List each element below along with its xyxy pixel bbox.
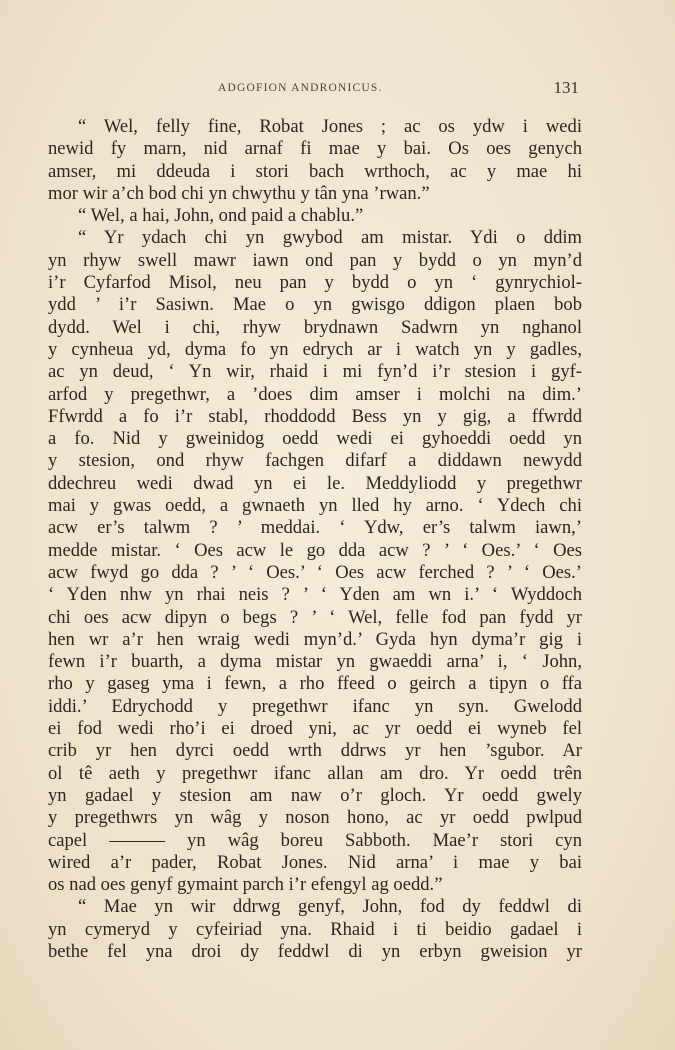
- text-line: medde mistar. ‘ Oes acw le go dda acw ? ’ ‘ Oes.’ ‘ Oes: [48, 539, 582, 561]
- text-line: yn rhyw swell mawr iawn ond pan y bydd o yn myn’d: [48, 249, 582, 271]
- body-text: [48, 116, 582, 963]
- text-line: bethe fel yna droi dy feddwl di yn erbyn gweision yr: [48, 940, 582, 962]
- text-line: “ Wel, a hai, John, ond paid a chablu.”: [78, 205, 364, 227]
- text-line: hen wr a’r hen wraig wedi myn’d.’ Gyda hyn dyma’r gig i: [48, 628, 582, 650]
- text-line: Ffwrdd a fo i’r stabl, rhoddodd Bess yn y gig, a ffwrdd: [48, 405, 582, 427]
- running-title: ADGOFION ANDRONICUS.: [218, 82, 383, 94]
- text-line: arfod y pregethwr, a ’does dim amser i molchi na dim.’: [48, 383, 582, 405]
- text-line: yn gadael y stesion am naw o’r gloch. Yr oedd gwely: [48, 784, 582, 806]
- text-line: amser, mi ddeuda i stori bach wrthoch, ac y mae hi: [48, 160, 582, 182]
- text-line: dydd. Wel i chi, rhyw brydnawn Sadwrn yn nghanol: [48, 316, 582, 338]
- page-number: 131: [553, 78, 579, 97]
- page-header: [48, 78, 579, 100]
- text-line: os nad oes genyf gymaint parch i’r efengyl ag oedd.”: [48, 874, 443, 896]
- text-line: chi oes acw dipyn o begs ? ’ ‘ Wel, felle fod pan fydd yr: [48, 606, 582, 628]
- text-line: acw er’s talwm ? ’ meddai. ‘ Ydw, er’s talwm iawn,’: [48, 517, 582, 539]
- text-line: “ Mae yn wir ddrwg genyf, John, fod dy feddwl di: [78, 896, 582, 918]
- text-line: “ Yr ydach chi yn gwybod am mistar. Ydi o ddim: [78, 227, 582, 249]
- text-line: ydd ’ i’r Sasiwn. Mae o yn gwisgo ddigon plaen bob: [48, 294, 582, 316]
- text-line: newid fy marn, nid arnaf fi mae y bai. Os oes genych: [48, 138, 582, 160]
- text-line: ac yn deud, ‘ Yn wir, rhaid i mi fyn’d i’r stesion i gyf-: [48, 361, 582, 383]
- text-line: acw fwyd go dda ? ’ ‘ Oes.’ ‘ Oes acw ferched ? ’ ‘ Oes.’: [48, 561, 582, 583]
- text-line: y pregethwrs yn wâg y noson hono, ac yr oedd pwlpud: [48, 807, 582, 829]
- text-line: i’r Cyfarfod Misol, neu pan y bydd o yn ‘ gynrychiol-: [48, 272, 582, 294]
- text-line: crib yr hen dyrci oedd wrth ddrws yr hen ’sgubor. Ar: [48, 740, 582, 762]
- text-line: a fo. Nid y gweinidog oedd wedi ei gyhoeddi oedd yn: [48, 428, 582, 450]
- text-line: fewn i’r buarth, a dyma mistar yn gwaeddi arna’ i, ‘ John,: [48, 651, 582, 673]
- text-line: y stesion, ond rhyw fachgen difarf a diddawn newydd: [48, 450, 582, 472]
- text-line: wired a’r pader, Robat Jones. Nid arna’ i mae y bai: [48, 851, 582, 873]
- text-line: ol tê aeth y pregethwr ifanc allan am dro. Yr oedd trên: [48, 762, 582, 784]
- text-line: rho y gaseg yma i fewn, a rho ffeed o geirch a tipyn o ffa: [48, 673, 582, 695]
- text-line: ‘ Yden nhw yn rhai neis ? ’ ‘ Yden am wn i.’ ‘ Wyddoch: [48, 584, 582, 606]
- text-line: ddechreu wedi dwad yn ei le. Meddyliodd y pregethwr: [48, 472, 582, 494]
- text-line: “ Wel, felly fine, Robat Jones ; ac os ydw i wedi: [78, 116, 582, 137]
- text-line: yn cymeryd y cyfeiriad yna. Rhaid i ti beidio gadael i: [48, 918, 582, 940]
- text-line: mai y gwas oedd, a gwnaeth yn lled hy arno. ‘ Ydech chi: [48, 495, 582, 517]
- text-line: capel ——— yn wâg boreu Sabboth. Mae’r stori cyn: [48, 829, 582, 851]
- text-line: ei fod wedi rho’i ei droed yni, ac yr oedd ei wyneb fel: [48, 718, 582, 740]
- text-line: iddi.’ Edrychodd y pregethwr ifanc yn syn. Gwelodd: [48, 695, 582, 717]
- text-line: y cynheua yd, dyma fo yn edrych ar i watch yn y gadles,: [48, 338, 582, 360]
- text-line: mor wir a’ch bod chi yn chwythu y tân yna ’rwan.”: [48, 182, 430, 204]
